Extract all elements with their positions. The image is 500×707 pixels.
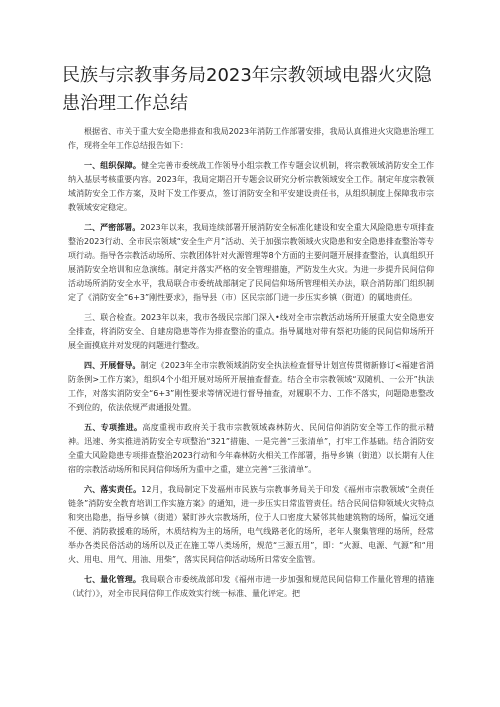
section-paragraph xyxy=(68,159,434,215)
section-body: 12月，我局制定下发福州市民族与宗教事务局关于印发《福州市宗教领域“全责任链条”消防安全教育培训工作实施方案》的通知，进一步压实日常监管责任。结合民间信仰领域火灾特点和突出隐患，指导乡镇（街道）紧盯涉火宗教场所，位于人口密度大紧邻其他建筑物的场所，偏远交通不便、消防救援难的场所，木质结构为主的场所，电气线路老化的场所，老年人聚集管理的场所，经常举办各类民俗活动的场所以及正在施工等八类场所，规范“三源五用”，即：“火源、电源、气源”和“用火、用电、用气、用油、用柴”，落实民间信仰活动场所日常安全监管。 xyxy=(68,485,434,564)
section-paragraph xyxy=(68,421,434,477)
section-heading: 一、组织保障。 xyxy=(84,161,141,170)
section-heading: 五、专项推进。 xyxy=(84,423,143,432)
section-body: 高度重视市政府关于我市宗教领域森林防火、民间信仰消防安全等工作的批示精神。迅速、务实推进消防安全专项整治“321”措施、一是完善“三张清单”，打牢工作基础。结合消防安全重大风险隐患专项排查整治2023行动和今年森林防火相关工作部署，指导乡镇（街道）以长期有人住宿的宗教活动场所和民间信仰场所为重中之重，建立完善“三张清单”。 xyxy=(68,423,434,474)
section-paragraph xyxy=(68,359,434,415)
section-paragraph xyxy=(68,221,434,305)
section-heading: 七、量化管理。 xyxy=(84,575,141,584)
section-body: 制定《2023年全市宗教领域消防安全执法检查督导计划宣传贯彻新修订<福建省消防条例>工作方案》，组织4个小组开展对场所开展抽查督查。结合全市宗教领域“双随机、一公开”执法工作，对落实消防安全“6+3”刚性要求等情况进行督导抽查，对履职不力、工作不落实，问题隐患整改不到位的，依法依规严肃通报处置。 xyxy=(68,361,435,412)
section-body: 2023年以来，我局连续部署开展消防安全标准化建设和安全重大风险隐患专项排查整治2023行动、全市民宗领域“安全生产月”活动、关于加强宗教领域火灾隐患和安全隐患排查整治等专项行动。指导各宗教活动场所、宗教团体针对火源管理等8个方面的主要问题开展排查整治，认真组织开展消防安全培训和应急演练。制定并落实严格的安全管理措施，严防发生火灾。为进一步提升民间信仰活动场所消防安全水平，我局联合市委统战部制定了民间信仰场所管理相关办法，联合消防部门组织制定了《消防安全“6+3”刚性要求》，指导县（市）区民宗部门进一步压实乡镇（街道）的属地责任。 xyxy=(68,223,434,302)
section-body: 我局联合市委统战部印发《福州市进一步加强和规范民间信仰工作量化管理的措施（试行）》，对全市民间信仰工作成效实行统一标准、量化评定。把 xyxy=(68,575,434,598)
section-body: 三、联合检查。2023年以来，我市各级民宗部门深入•线对全市宗教活动场所开展重大安全隐患安全排查，将消防安全、自建房隐患等作为排查整治的重点。指导属地对带有祭祀功能的民间信仰场所开展全面摸底并对发现的问题进行整改。 xyxy=(68,313,434,350)
section-paragraph xyxy=(68,311,434,353)
document-title: 民族与宗教事务局2023年宗教领域电器火灾隐患治理工作总结 xyxy=(62,65,432,114)
section-paragraph xyxy=(68,483,434,567)
section-body: 健全完善市委统战工作领导小组宗教工作专题会议机制，将宗教领域消防安全工作纳入基层考核重要内容。2023年，我局定期召开专题会议研究分析宗教领域安全工作。制定年度宗教领域消防安全工作方案，及时下发工作要点，签订消防安全和平安建设责任书，从组织制度上保障我市宗教领域安定稳定。 xyxy=(68,161,434,212)
section-heading: 六、落实责任。 xyxy=(84,485,142,494)
intro-paragraph: 根据省、市关于重大安全隐患排查和我局2023年消防工作部署安排，我局认真推进火灾隐患治理工作，现将全年工作总结报告如下： xyxy=(68,127,434,150)
section-heading: 二、严密部署。 xyxy=(84,223,141,232)
section-heading: 四、开展督导。 xyxy=(84,361,141,370)
document-body xyxy=(68,125,434,607)
section-paragraph xyxy=(68,573,434,601)
